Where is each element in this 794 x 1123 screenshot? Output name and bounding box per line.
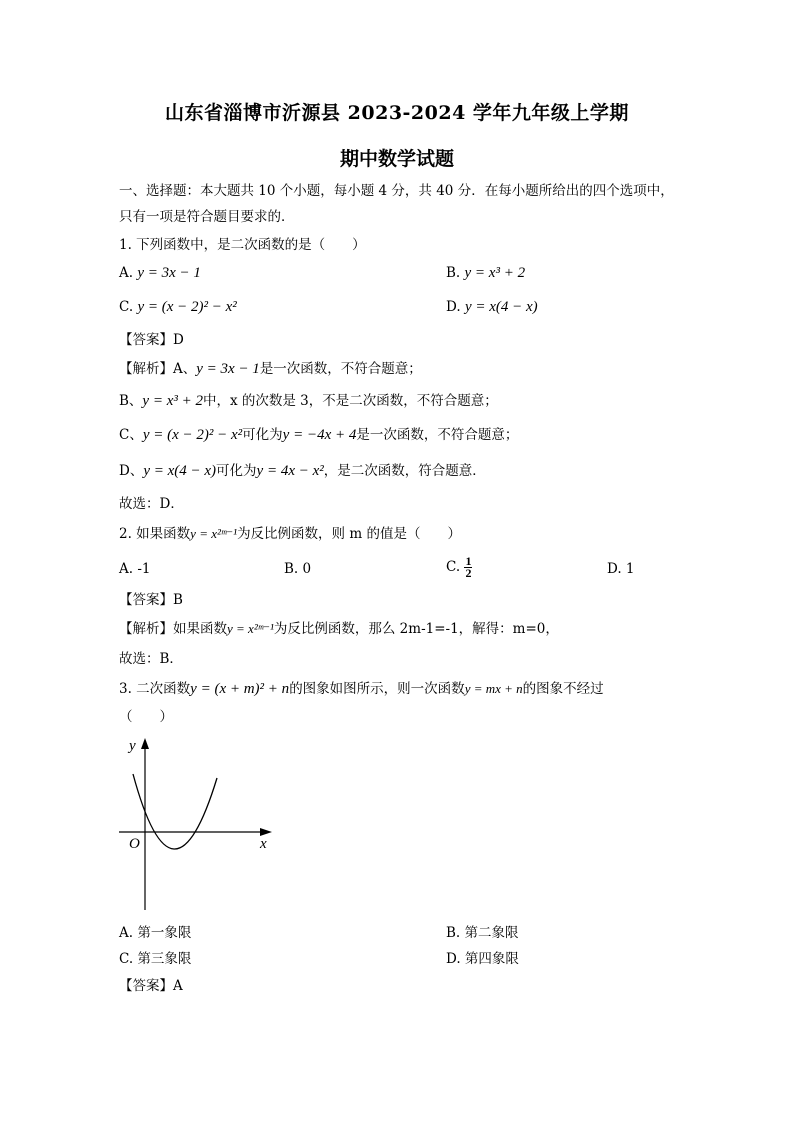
q2-stem	[119, 525, 461, 543]
q3-answer: 【答案】A	[119, 978, 183, 994]
analysis-prefix: C、	[119, 427, 143, 443]
math-expression: y = x(4 − x)	[143, 463, 217, 479]
q2-option-d: D. 1	[607, 561, 635, 577]
q3-stem-paren: （ ）	[119, 709, 173, 725]
math-expression: y = x²ᵐ⁻¹	[227, 621, 274, 636]
analysis-prefix: A、	[173, 361, 197, 377]
fraction-numerator: 1	[465, 554, 472, 568]
fraction-denominator: 2	[465, 566, 472, 580]
q2-option-c	[446, 556, 472, 579]
analysis-text: 是一次函数，不符合题意；	[356, 427, 519, 443]
option-label: C.	[446, 559, 461, 575]
math-expression: y = x(4 − x)	[464, 299, 538, 315]
math-expression: y = x³ + 2	[464, 265, 526, 281]
q3-option-c: C. 第三象限	[119, 951, 192, 967]
q2-option-a: A. -1	[119, 561, 151, 577]
parabola-graph	[113, 732, 278, 912]
q1-analysis-d	[119, 462, 486, 480]
analysis-prefix: D、	[119, 463, 144, 479]
option-label: D.	[446, 299, 461, 315]
stem-text: 2. 如果函数	[119, 526, 191, 542]
math-expression: y = 3x − 1	[196, 361, 260, 377]
math-expression: y = x²ᵐ⁻¹	[190, 526, 238, 541]
math-expression: y = (x + m)² + n	[190, 681, 290, 697]
q2-option-b: B. 0	[284, 561, 312, 577]
y-axis-label: y	[129, 738, 136, 754]
q1-option-c	[119, 298, 237, 316]
analysis-text: 【解析】如果函数	[119, 621, 227, 637]
q3-option-a: A. 第一象限	[119, 925, 192, 941]
origin-label: O	[129, 836, 140, 852]
analysis-prefix: B、	[119, 393, 143, 409]
math-expression: y = 4x − x²	[256, 463, 324, 479]
analysis-text: 是一次函数，不符合题意；	[259, 361, 422, 377]
math-expression: y = 3x − 1	[137, 265, 201, 281]
q1-option-d	[446, 298, 538, 316]
math-expression: y = −4x + 4	[282, 427, 357, 443]
q2-conclusion: 故选：B．	[119, 651, 183, 667]
math-expression: y = x³ + 2	[142, 393, 203, 409]
y-axis-arrow-icon	[141, 738, 149, 749]
q3-option-b: B. 第二象限	[446, 925, 519, 941]
section-instructions-line1: 一、选择题：本大题共 10 个小题，每小题 4 分，共 40 分．在每小题所给出的四个选项中，	[119, 183, 674, 199]
stem-text: 为反比例函数，则 m 的值是（ ）	[237, 526, 461, 542]
option-label: C.	[119, 299, 134, 315]
q1-option-a	[119, 264, 201, 282]
document-title: 山东省淄博市沂源县 2023-2024 学年九年级上学期	[165, 102, 629, 124]
q3-stem	[119, 680, 604, 698]
q1-conclusion: 故选：D．	[119, 496, 184, 512]
stem-text: 的图象不经过	[522, 681, 604, 697]
math-expression: y = (x − 2)² − x²	[142, 427, 243, 443]
analysis-head: 【解析】	[119, 361, 173, 377]
analysis-text: 可化为	[242, 427, 283, 443]
analysis-text: 为反比例函数，那么 2m-1=-1，解得：m=0，	[273, 621, 559, 637]
analysis-text: ，是二次函数，符合题意．	[323, 463, 486, 479]
q2-answer: 【答案】B	[119, 592, 183, 608]
q3-option-d: D. 第四象限	[446, 951, 519, 967]
x-axis-label: x	[260, 836, 267, 852]
x-axis-arrow-icon	[260, 828, 272, 836]
math-expression: y = mx + n	[464, 681, 523, 696]
q1-option-b	[446, 264, 525, 282]
q1-stem: 1. 下列函数中，是二次函数的是（ ）	[119, 237, 366, 253]
stem-text: 的图象如图所示，则一次函数	[289, 681, 465, 697]
option-label: B.	[446, 265, 461, 281]
stem-text: 3. 二次函数	[119, 681, 191, 697]
document-subtitle: 期中数学试题	[339, 148, 454, 170]
analysis-text: 中，x 的次数是 3，不是二次函数，不符合题意；	[202, 393, 498, 409]
math-expression: y = (x − 2)² − x²	[137, 299, 237, 315]
q1-answer: 【答案】D	[119, 332, 184, 348]
option-label: A.	[119, 265, 134, 281]
q1-analysis-c	[119, 426, 518, 444]
parabola-curve	[133, 774, 217, 849]
q1-analysis-a	[119, 360, 422, 378]
fraction	[464, 556, 472, 579]
analysis-text: 可化为	[216, 463, 257, 479]
q1-analysis-b	[119, 392, 498, 410]
q2-analysis	[119, 620, 559, 638]
section-instructions-line2: 只有一项是符合题目要求的．	[119, 209, 295, 225]
